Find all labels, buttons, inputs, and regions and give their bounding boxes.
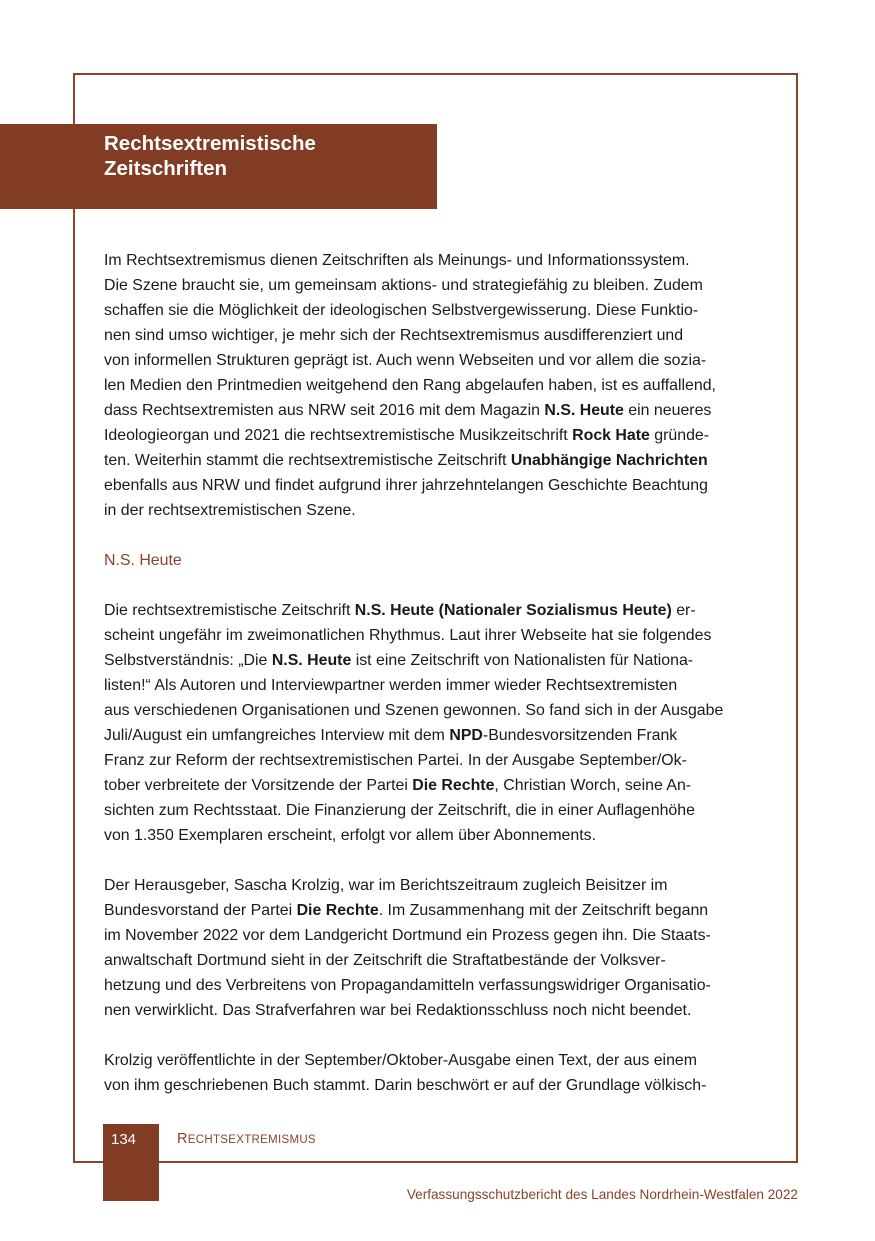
text-segment: dass Rechtsextremisten aus NRW seit 2016 mit dem Magazin xyxy=(104,402,545,419)
text-line xyxy=(104,398,768,423)
text-segment: tober verbreitete der Vorsitzende der Partei xyxy=(104,777,413,794)
bold-term: N.S. Heute (Nationaler Sozialismus Heute) xyxy=(354,602,672,619)
paragraph-ns-heute-3 xyxy=(104,1048,768,1098)
text-line xyxy=(104,498,768,523)
text-segment: Selbstverständnis: „Die xyxy=(104,652,272,669)
text-line xyxy=(104,448,768,473)
text-segment: , Christian Worch, seine An- xyxy=(494,777,692,794)
text-line xyxy=(104,348,768,373)
text-line xyxy=(104,898,768,923)
subheading-ns-heute: N.S. Heute xyxy=(104,552,182,569)
bold-term: Unabhängige Nachrichten xyxy=(510,452,708,469)
paragraph-intro xyxy=(104,248,768,523)
text-segment: Franz zur Reform der rechtsextremistischen Partei. In der Ausgabe September/Ok- xyxy=(104,752,687,769)
text-line xyxy=(104,923,768,948)
text-line xyxy=(104,948,768,973)
text-segment: -Bundesvorsitzenden Frank xyxy=(482,727,678,744)
text-line xyxy=(104,698,768,723)
text-segment: Ideologieorgan und 2021 die rechtsextremistische Musikzeitschrift xyxy=(104,427,573,444)
text-line xyxy=(104,623,768,648)
text-segment: Die Szene braucht sie, um gemeinsam aktions- und strategiefähig zu bleiben. Zudem xyxy=(104,277,703,294)
section-title-block xyxy=(0,124,437,209)
text-segment: schaffen sie die Möglichkeit der ideologischen Selbstvergewisserung. Diese Funktio- xyxy=(104,302,699,319)
text-segment: hetzung und des Verbreitens von Propagandamitteln verfassungswidriger Organisatio- xyxy=(104,977,711,994)
text-line xyxy=(104,648,768,673)
text-segment: Die rechtsextremistische Zeitschrift xyxy=(104,602,355,619)
text-line xyxy=(104,723,768,748)
text-line xyxy=(104,823,768,848)
bold-term: N.S. Heute xyxy=(271,652,352,669)
running-section-label xyxy=(177,1131,316,1147)
text-line xyxy=(104,273,768,298)
text-segment: Bundesvorstand der Partei xyxy=(104,902,297,919)
section-title-line-1: Rechtsextremistische xyxy=(104,132,316,155)
text-line xyxy=(104,873,768,898)
text-segment: ein neueres xyxy=(623,402,712,419)
text-segment: er- xyxy=(671,602,696,619)
text-segment: len Medien den Printmedien weitgehend den Rang abgelaufen haben, ist es auffallend, xyxy=(104,377,716,394)
text-segment: anwaltschaft Dortmund sieht in der Zeitschrift die Straftatbestände der Volksver- xyxy=(104,952,666,969)
text-segment: aus verschiedenen Organisationen und Szenen gewonnen. So fand sich in der Ausgabe xyxy=(104,702,724,719)
text-segment: sichten zum Rechtsstaat. Die Finanzierung der Zeitschrift, die in einer Auflagenhöhe xyxy=(104,802,695,819)
text-segment: ist eine Zeitschrift von Nationalisten für Nationa- xyxy=(351,652,694,669)
text-line xyxy=(104,973,768,998)
text-line xyxy=(104,998,768,1023)
text-segment: . Im Zusammenhang mit der Zeitschrift begann xyxy=(378,902,709,919)
text-line xyxy=(104,798,768,823)
text-line xyxy=(104,423,768,448)
text-segment: ebenfalls aus NRW und findet aufgrund ihrer jahrzehntelangen Geschichte Beachtung xyxy=(104,477,708,494)
section-label-initial: R xyxy=(177,1131,188,1147)
paragraph-ns-heute-1 xyxy=(104,598,768,848)
text-line xyxy=(104,298,768,323)
text-segment: ten. Weiterhin stammt die rechtsextremistische Zeitschrift xyxy=(104,452,511,469)
text-segment: nen sind umso wichtiger, je mehr sich der Rechtsextremismus ausdifferenziert und xyxy=(104,327,684,344)
text-segment: scheint ungefähr im zweimonatlichen Rhythmus. Laut ihrer Webseite hat sie folgendes xyxy=(104,627,712,644)
text-line xyxy=(104,373,768,398)
section-title-line-2: Zeitschriften xyxy=(104,157,228,180)
text-line xyxy=(104,748,768,773)
bold-term: NPD xyxy=(449,727,483,744)
paragraph-ns-heute-2 xyxy=(104,873,768,1023)
text-line xyxy=(104,473,768,498)
text-line xyxy=(104,673,768,698)
text-line xyxy=(104,248,768,273)
text-line xyxy=(104,1048,768,1073)
text-segment: in der rechtsextremistischen Szene. xyxy=(104,502,356,519)
text-segment: von informellen Strukturen geprägt ist. Auch wenn Webseiten und vor allem die sozia- xyxy=(104,352,707,369)
text-segment: gründe- xyxy=(649,427,710,444)
text-segment: Krolzig veröffentlichte in der September/Oktober-Ausgabe einen Text, der aus einem xyxy=(104,1052,697,1069)
text-segment: Im Rechtsextremismus dienen Zeitschriften als Meinungs- und Informationssystem. xyxy=(104,252,690,269)
text-line xyxy=(104,773,768,798)
bold-term: Die Rechte xyxy=(296,902,379,919)
text-segment: Juli/August ein umfangreiches Interview mit dem xyxy=(104,727,450,744)
publication-footer: Verfassungsschutzbericht des Landes Nordrhein-Westfalen 2022 xyxy=(406,1187,798,1202)
text-segment: im November 2022 vor dem Landgericht Dortmund ein Prozess gegen ihn. Die Staats- xyxy=(104,927,711,944)
bold-term: Die Rechte xyxy=(412,777,495,794)
text-line xyxy=(104,598,768,623)
text-segment: nen verwirklicht. Das Strafverfahren war bei Redaktionsschluss noch nicht beendet. xyxy=(104,1002,692,1019)
section-label-rest: ECHTSEXTREMISMUS xyxy=(187,1134,316,1146)
text-line xyxy=(104,323,768,348)
text-line xyxy=(104,1073,768,1098)
article-body xyxy=(104,248,768,1098)
page-number: 134 xyxy=(111,1131,137,1148)
text-segment: listen!“ Als Autoren und Interviewpartner werden immer wieder Rechtsextremisten xyxy=(104,677,678,694)
bold-term: Rock Hate xyxy=(572,427,650,444)
text-segment: von 1.350 Exemplaren erscheint, erfolgt vor allem über Abonnements. xyxy=(104,827,597,844)
bold-term: N.S. Heute xyxy=(544,402,624,419)
text-segment: von ihm geschriebenen Buch stammt. Darin beschwört er auf der Grundlage völkisch- xyxy=(104,1077,707,1094)
text-segment: Der Herausgeber, Sascha Krolzig, war im Berichtszeitraum zugleich Beisitzer im xyxy=(104,877,668,894)
